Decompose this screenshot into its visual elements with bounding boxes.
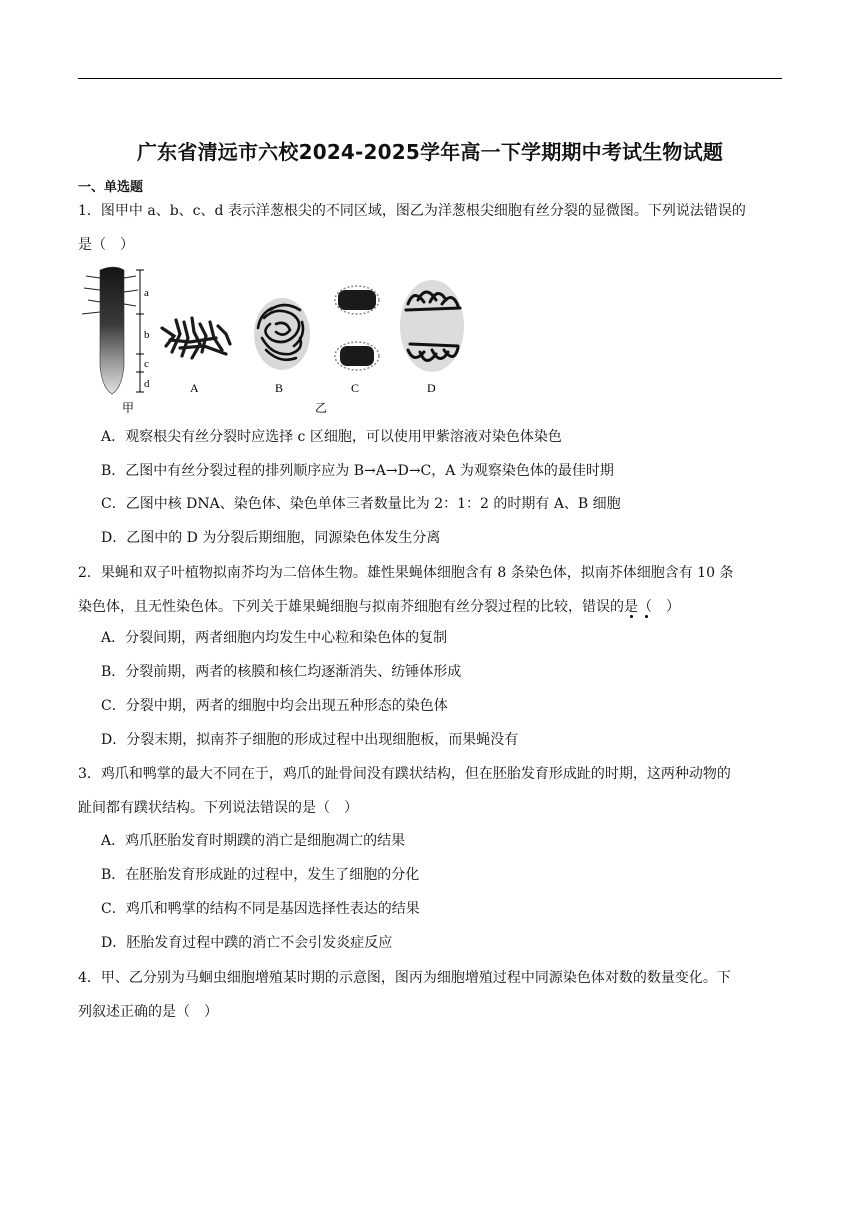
question-2-option-a: A．分裂间期，两者细胞内均发生中心粒和染色体的复制 [101,630,448,646]
question-1-line-2: 是（ ） [78,237,134,253]
section-heading: 一、单选题 [78,180,144,195]
cell-a-label: A [190,381,199,395]
mitosis-figure-svg [80,266,480,416]
question-2-line-1: 2．果蝇和双子叶植物拟南芥均为二倍体生物。雄性果蝇体细胞含有 8 条染色体，拟南芥体细胞含有 10 条 [78,565,734,581]
question-3-line-1: 3．鸡爪和鸭掌的最大不同在于，鸡爪的趾骨间没有蹼状结构，但在胚胎发育形成趾的时期，这两种动物的 [78,766,731,782]
question-3-line-2: 趾间都有蹼状结构。下列说法错误的是（ ） [78,800,358,816]
root-region-b-label: b [144,329,150,341]
question-2-stem [78,556,784,624]
question-1-stem [78,194,784,262]
question-1-line-1: 1．图甲中 a、b、c、d 表示洋葱根尖的不同区域，图乙为洋葱根尖细胞有丝分裂的显微图。下列说法错误的 [78,203,746,219]
emphasis-dot [645,615,648,618]
question-3-option-b: B．在胚胎发育形成趾的过程中，发生了细胞的分化 [101,867,420,883]
figure-yi-caption: 乙 [315,401,328,415]
question-1-option-b: B．乙图中有丝分裂过程的排列顺序应为 B→A→D→C，A 为观察染色体的最佳时期 [101,463,614,479]
question-3-option-c: C．鸡爪和鸭掌的结构不同是基因选择性表达的结果 [101,901,420,917]
question-3-option-d: D．胚胎发育过程中蹼的消亡不会引发炎症反应 [101,935,393,951]
question-3-option-a: A．鸡爪胚胎发育时期蹼的消亡是细胞凋亡的结果 [101,833,406,849]
emphasis-dot [630,615,633,618]
cell-a-drawing [162,318,230,358]
root-tip-drawing [82,267,144,394]
question-4-line-2: 列叙述正确的是（ ） [78,1004,218,1020]
cell-d-label: D [427,381,436,395]
root-region-a-label: a [144,287,149,299]
root-region-c-label: c [144,358,149,370]
question-1-figure [80,266,480,416]
question-4-stem [78,961,784,1029]
page-title: 广东省清远市六校2024-2025学年高一下学期期中考试生物试题 [136,140,724,164]
question-2-option-b: B．分裂前期，两者的核膜和核仁均逐渐消失、纺锤体形成 [101,664,462,680]
question-3-stem [78,757,784,825]
header-rule [78,78,782,79]
question-1-option-c: C．乙图中核 DNA、染色体、染色单体三者数量比为 2：1：2 的时期有 A、B 细胞 [101,496,621,512]
cell-c-label: C [351,381,360,395]
figure-jia-caption: 甲 [122,401,135,415]
question-1-option-d: D．乙图中的 D 为分裂后期细胞，同源染色体发生分离 [101,530,441,546]
question-2-option-d: D．分裂末期，拟南芥子细胞的形成过程中出现细胞板，而果蝇没有 [101,732,519,748]
cell-c-drawing [335,286,379,370]
question-2-line-2: 染色体，且无性染色体。下列关于雄果蝇细胞与拟南芥细胞有丝分裂过程的比较，错误的是（ ） [78,599,680,615]
question-1-option-a: A．观察根尖有丝分裂时应选择 c 区细胞，可以使用甲紫溶液对染色体染色 [101,429,562,445]
question-4-line-1: 4．甲、乙分别为马蛔虫细胞增殖某时期的示意图，图丙为细胞增殖过程中同源染色体对数的数量变化。下 [78,970,731,986]
root-region-d-label: d [144,378,150,390]
question-2-option-c: C．分裂中期，两者的细胞中均会出现五种形态的染色体 [101,698,448,714]
cell-b-label: B [275,381,284,395]
